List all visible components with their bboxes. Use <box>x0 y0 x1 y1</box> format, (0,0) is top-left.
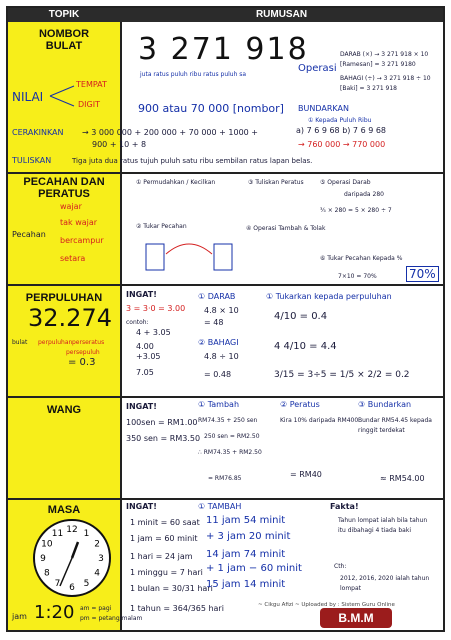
clock-numeral: 8 <box>44 568 50 579</box>
row-divider <box>8 284 443 286</box>
nilai-arrows <box>48 78 78 114</box>
wang-bundarkan-eq: Bundar RM54.45 kepada ringgit terdekat <box>358 417 432 434</box>
perpuluhan-ex2: 4.00 <box>136 342 154 351</box>
pecahan-step1: ① Permudahkan / Kecilkan <box>136 179 216 186</box>
masa-fakta-txt: Tahun lompat ialah bila tahun itu dibahagi 4 tiada baki <box>338 517 428 534</box>
pecahan-percent: 70% <box>406 266 439 282</box>
topic-title-nombor: NOMBOR BULAT <box>38 28 90 52</box>
clock-numeral: 11 <box>51 528 64 539</box>
place-value-labels: juta ratus puluh ribu ratus puluh sa <box>140 71 247 78</box>
bundarkan-sub: ① Kepada Puluh Ribu <box>308 117 372 124</box>
clock-numeral: 9 <box>40 554 46 564</box>
perpuluhan-value: = 0.3 <box>68 357 96 368</box>
operasi-label: Operasi <box>298 63 337 74</box>
perpuluhan-ex3: +3.05 <box>136 352 161 361</box>
masa-cth-ans: 2012, 2016, 2020 ialah tahun lompat <box>340 575 430 592</box>
topic-title-wang: WANG <box>46 404 82 416</box>
tempat-label: TEMPAT <box>76 80 107 89</box>
perpuluhan-t2: 4 4/10 = 4.4 <box>274 341 337 352</box>
perpuluhan-bahagi-eq: 4.8 ÷ 10 <box>204 352 239 361</box>
pecahan-takwajar: tak wajar <box>60 218 98 227</box>
perpuluhan-contoh: contoh: <box>126 319 149 326</box>
wang-bundarkan: ③ Bundarkan <box>358 400 412 409</box>
perpuluhan-darab-ans: = 48 <box>204 318 224 327</box>
header-bar <box>8 8 443 22</box>
op-darab: DARAB (×) → 3 271 918 × 10 <box>340 51 429 58</box>
cerakin-expr: → 3 000 000 + 200 000 + 70 000 + 1000 + <box>82 128 259 137</box>
perpuluhan-t3: 3/15 = 3÷5 = 1/5 × 2/2 = 0.2 <box>274 370 410 380</box>
masa-m5: 1 bulan = 30/31 hari <box>130 584 213 593</box>
pecahan-boxes <box>144 234 244 278</box>
masa-tambah: ① TAMBAH <box>198 502 242 511</box>
nilai-label: NILAI <box>12 90 44 104</box>
wang-peratus-eq: Kira 10% daripada RM400 <box>280 417 359 424</box>
wang-bundarkan-ans: ≈ RM54.00 <box>380 474 425 483</box>
wang-peratus-ans: = RM40 <box>290 470 322 479</box>
topic-title-pecahan: PECAHAN DAN PERATUS <box>23 176 105 200</box>
masa-t2: + 3 jam 20 minit <box>206 531 291 542</box>
clock-numeral: 7 <box>54 579 61 590</box>
op-baki: [Baki] = 3 271 918 <box>340 85 397 92</box>
wang-w2: 350 sen = RM3.50 <box>126 434 201 443</box>
pecahan-step6: ⑥ Tukar Pecahan Kepada % <box>320 255 403 262</box>
perpuluhan-darab: ① DARAB <box>198 292 236 301</box>
perpuluhan-ex4: 7.05 <box>136 368 154 377</box>
row-divider <box>8 498 443 500</box>
credit-text: ~ Cikgu Afizi ~ Uploaded by : Sistem Guru Online <box>258 602 395 608</box>
op-bahagi: BAHAGI (÷) → 3 271 918 ÷ 10 <box>340 75 431 82</box>
perpuluhan-tukar: ① Tukarkan kepada perpuluhan <box>266 292 392 301</box>
pecahan-280: ⅗ × 280 = 5 × 280 ÷ 7 <box>320 207 392 214</box>
column-divider <box>120 22 122 630</box>
pecahan-step4: ④ Operasi Tambah & Tolak <box>246 225 326 232</box>
masa-fakta: Fakta! <box>330 502 359 511</box>
topic-title-perpuluhan: PERPULUHAN <box>25 292 103 304</box>
perpuluhan-label: perpuluhan <box>38 339 73 346</box>
bmm-logo <box>320 608 392 628</box>
clock-numeral: 6 <box>69 583 75 593</box>
perpuluhan-darab-eq: 4.8 × 10 <box>204 306 239 315</box>
clock-numeral: 2 <box>94 539 100 550</box>
topic-title-masa: MASA <box>47 504 81 516</box>
pecahan-step3: ③ Tuliskan Peratus <box>248 179 304 186</box>
bmm-logo-text: B.M.M <box>338 611 374 625</box>
masa-m1: 1 minit = 60 saat <box>130 518 200 527</box>
wang-tambah-eq: RM74.35 + 250 sen <box>198 417 258 424</box>
bundarkan-label: BUNDARKAN <box>298 104 349 113</box>
bundarkan-examples: a) 7 6 9 68 b) 7 6 9 68 <box>296 126 387 135</box>
cerakin-expr2: 900 + 10 + 8 <box>92 140 147 149</box>
masa-t5: 15 jam 14 minit <box>206 579 286 590</box>
clock-numeral: 12 <box>66 525 78 535</box>
clock-numeral: 5 <box>83 579 90 590</box>
masa-m6: 1 tahun = 364/365 hari <box>130 604 224 613</box>
masa-m4: 1 minggu = 7 hari <box>130 568 203 577</box>
pecahan-step2: ② Tukar Pecahan <box>136 223 187 230</box>
clock-numeral: 3 <box>98 554 104 564</box>
perpuluhan-t1: 4/10 = 0.4 <box>274 311 328 322</box>
clock-numeral: 10 <box>41 539 53 550</box>
masa-t3: 14 jam 74 minit <box>206 549 286 560</box>
header-topik: TOPIK <box>48 9 80 20</box>
tulis-label: TULISKAN <box>12 156 52 165</box>
clock-numeral: 4 <box>94 568 100 579</box>
cerakin-label: CERAKINKAN <box>12 128 64 137</box>
masa-cth: Cth: <box>334 563 347 570</box>
example-value: 900 atau 70 000 [nombor] <box>138 102 284 115</box>
pecahan-step6-ans: 7×10 = 70% <box>338 273 377 280</box>
wang-w1: 100sen = RM1.00 <box>126 418 198 427</box>
perpuluhan-ingat: INGAT! <box>126 290 157 299</box>
row-divider <box>8 172 443 174</box>
header-rumusan: RUMUSAN <box>255 9 308 20</box>
jam-label: jam <box>12 612 27 621</box>
masa-t4: + 1 jam − 60 minit <box>206 563 302 574</box>
am-label: am = pagi <box>80 605 112 612</box>
pecahan-bercampur: bercampur <box>60 236 104 245</box>
tulis-expr: Tiga juta dua ratus tujuh puluh satu ribu sembilan ratus lapan belas. <box>72 157 313 165</box>
perpuluhan-ex1: 4 + 3.05 <box>136 328 171 337</box>
wang-tambah-ans: = RM76.85 <box>208 475 242 482</box>
wang-peratus: ② Peratus <box>280 400 320 409</box>
pecahan-setara: setara <box>60 254 86 263</box>
wang-ingat: INGAT! <box>126 402 157 411</box>
summary-sheet <box>6 6 445 632</box>
masa-m3: 1 hari = 24 jam <box>130 552 193 561</box>
wang-tambah-3: ∴ RM74.35 + RM2.50 <box>198 449 262 456</box>
masa-ingat: INGAT! <box>126 502 157 511</box>
wang-tambah-2: 250 sen = RM2.50 <box>204 433 260 440</box>
jam-time: 1:20 <box>34 602 75 623</box>
digit-label: DIGIT <box>78 100 100 109</box>
persepuluh-label: persepuluh <box>66 349 100 356</box>
bundarkan-answers: → 760 000 → 770 000 <box>298 140 386 149</box>
perpuluhan-bahagi-ans: = 0.48 <box>204 370 232 379</box>
bulat-label: bulat <box>12 339 28 346</box>
pm-label: pm = petang/malam <box>80 615 143 622</box>
pecahan-label: Pecahan <box>12 230 46 239</box>
perpuluhan-number: 32.274 <box>28 304 112 332</box>
row-divider <box>8 396 443 398</box>
pecahan-step5: ⑤ Operasi Darab <box>320 179 371 186</box>
op-ramesan: [Ramesan] = 3 271 9180 <box>340 61 416 68</box>
big-number: 3 271 918 <box>138 32 309 67</box>
clock-icon <box>30 516 114 600</box>
wang-tambah: ① Tambah <box>198 400 240 409</box>
pecahan-daripada: daripada 280 <box>344 191 384 198</box>
masa-m2: 1 jam = 60 minit <box>130 534 198 543</box>
perseratus-label: perseratus <box>72 339 105 346</box>
masa-t1: 11 jam 54 minit <box>206 515 286 526</box>
perpuluhan-bahagi: ② BAHAGI <box>198 338 239 347</box>
perpuluhan-ingat-eq: 3 = 3·0 = 3.00 <box>126 304 186 313</box>
pecahan-wajar: wajar <box>60 202 82 211</box>
clock-numeral: 1 <box>83 528 90 539</box>
